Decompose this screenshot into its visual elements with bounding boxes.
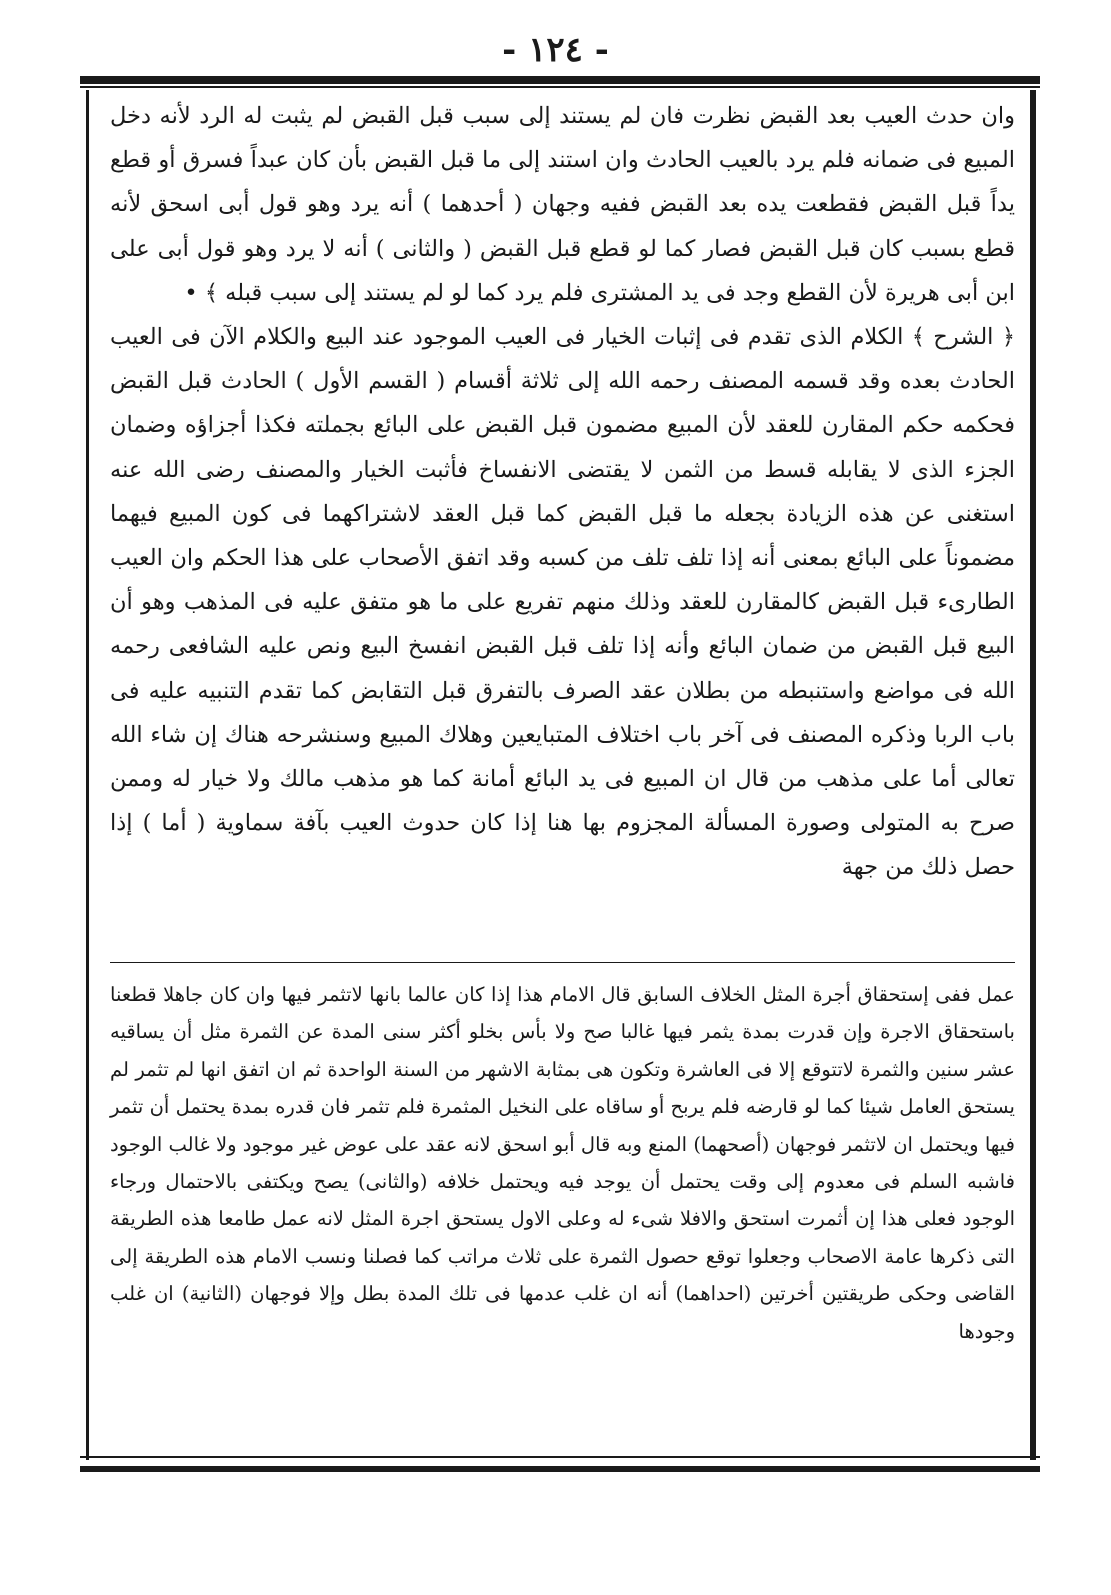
footnote-separator bbox=[110, 962, 1015, 963]
main-paragraph-sharh: ﴿ الشرح ﴾ الكلام الذى تقدم فى إثبات الخيار فى العيب الموجود عند البيع والكلام الآن فى العيب الحادث بعده وقد قسمه المصنف رحمه الله إلى ثلاثة أقسام ( القسم الأول ) الحادث قبل القبض فحكمه حكم المقارن للعقد لأن المبيع مضمون قبل القبض على البائع بجملته فكذا أجزاؤه وضمان الجزء الذى لا يقابله قسط من الثمن لا يقتضى الانفساخ فأثبت الخيار والمصنف رضى الله عنه استغنى عن هذه الزيادة بجعله ما قبل القبض كما قبل العقد لاشتراكهما فى كون المبيع فيهما مضموناً على البائع بمعنى أنه إذا تلف تلف من كسبه وقد اتفق الأصحاب على هذا الحكم وان العيب الطارىء قبل القبض كالمقارن للعقد وذلك منهم تفريع على ما هو متفق عليه فى المذهب وهو أن البيع قبل القبض من ضمان البائع وأنه إذا تلف قبل القبض انفسخ البيع ونص عليه الشافعى رحمه الله فى مواضع واستنبطه من بطلان عقد الصرف بالتفرق قبل التقابض كما تقدم التنبيه عليه فى باب الربا وذكره المصنف فى آخر باب اختلاف المتبايعين وهلاك المبيع وسنشرحه هناك إن شاء الله تعالى أما على مذهب من قال ان المبيع فى يد البائع أمانة كما هو مذهب مالك ولا خيار له وممن صرح به المتولى وصورة المسألة المجزوم بها هنا إذا كان حدوث العيب بآفة سماوية ( أما ) إذا حصل ذلك من جهة bbox=[110, 324, 1015, 881]
main-paragraph-matn: وان حدث العيب بعد القبض نظرت فان لم يستند إلى سبب قبل القبض لم يثبت له الرد لأنه دخل المبيع فى ضمانه فلم يرد بالعيب الحادث وان استند إلى ما قبل القبض بأن كان عبداً فسرق أو قطع يداً قبل القبض فقطعت يده بعد القبض ففيه وجهان ( أحدهما ) أنه يرد وهو قول أبى اسحق لأنه قطع بسبب كان قبل القبض فصار كما لو قطع قبل القبض ( والثانى ) أنه لا يرد وهو قول أبى على ابن أبى هريرة لأن القطع وجد فى يد المشترى فلم يرد كما لو لم يستند إلى سبب قبله ﴾ • bbox=[110, 103, 1015, 306]
footnote-paragraph: عمل ففى إستحقاق أجرة المثل الخلاف السابق قال الامام هذا إذا كان عالما بانها لاتثمر فيها وان كان جاهلا قطعنا باستحقاق الاجرة وإن قدرت بمدة يثمر فيها غالبا صح ولا بأس بخلو أكثر سنى المدة عن الثمرة مثل أن يساقيه عشر سنين والثمرة لاتتوقع إلا فى العاشرة وتكون هى بمثابة الاشهر من السنة الواحدة ثم ان اتفق انها لم تثمر لم يستحق العامل شيئا كما لو قارضه فلم يربح أو ساقاه على النخيل المثمرة فلم تثمر فان قدره بمدة يحتمل أن تثمر فيها ويحتمل ان لاتثمر فوجهان (أصحهما) المنع وبه قال أبو اسحق لانه عقد على عوض غير موجود ولا غالب الوجود فاشبه السلم فى معدوم إلى وقت يحتمل أن يوجد فيه ويحتمل خلافه (والثانى) يصح ويكتفى بالاحتمال ورجاء الوجود فعلى هذا إن أثمرت استحق والافلا شىء له وعلى الاول يستحق اجرة المثل لانه عمل طامعا هذه الطريقة التى ذكرها عامة الاصحاب وجعلوا توقع حصول الثمرة على ثلاث مراتب كما فصلنا ونسب الامام هذه الطريقة إلى القاضى وحكى طريقتين أخرتين (احداهما) أنه ان غلب عدمها فى تلك المدة بطل وإلا فوجهان (الثانية) ان غلب وجودها bbox=[110, 983, 1015, 1343]
right-frame-line bbox=[1030, 90, 1036, 1460]
footnote-text-block bbox=[110, 976, 1015, 1350]
page-number: - ١٢٤ - bbox=[502, 30, 609, 70]
top-rule bbox=[80, 76, 1040, 84]
bottom-rule bbox=[80, 1466, 1040, 1472]
main-text-block bbox=[110, 94, 1015, 890]
left-frame-line bbox=[86, 90, 89, 1460]
